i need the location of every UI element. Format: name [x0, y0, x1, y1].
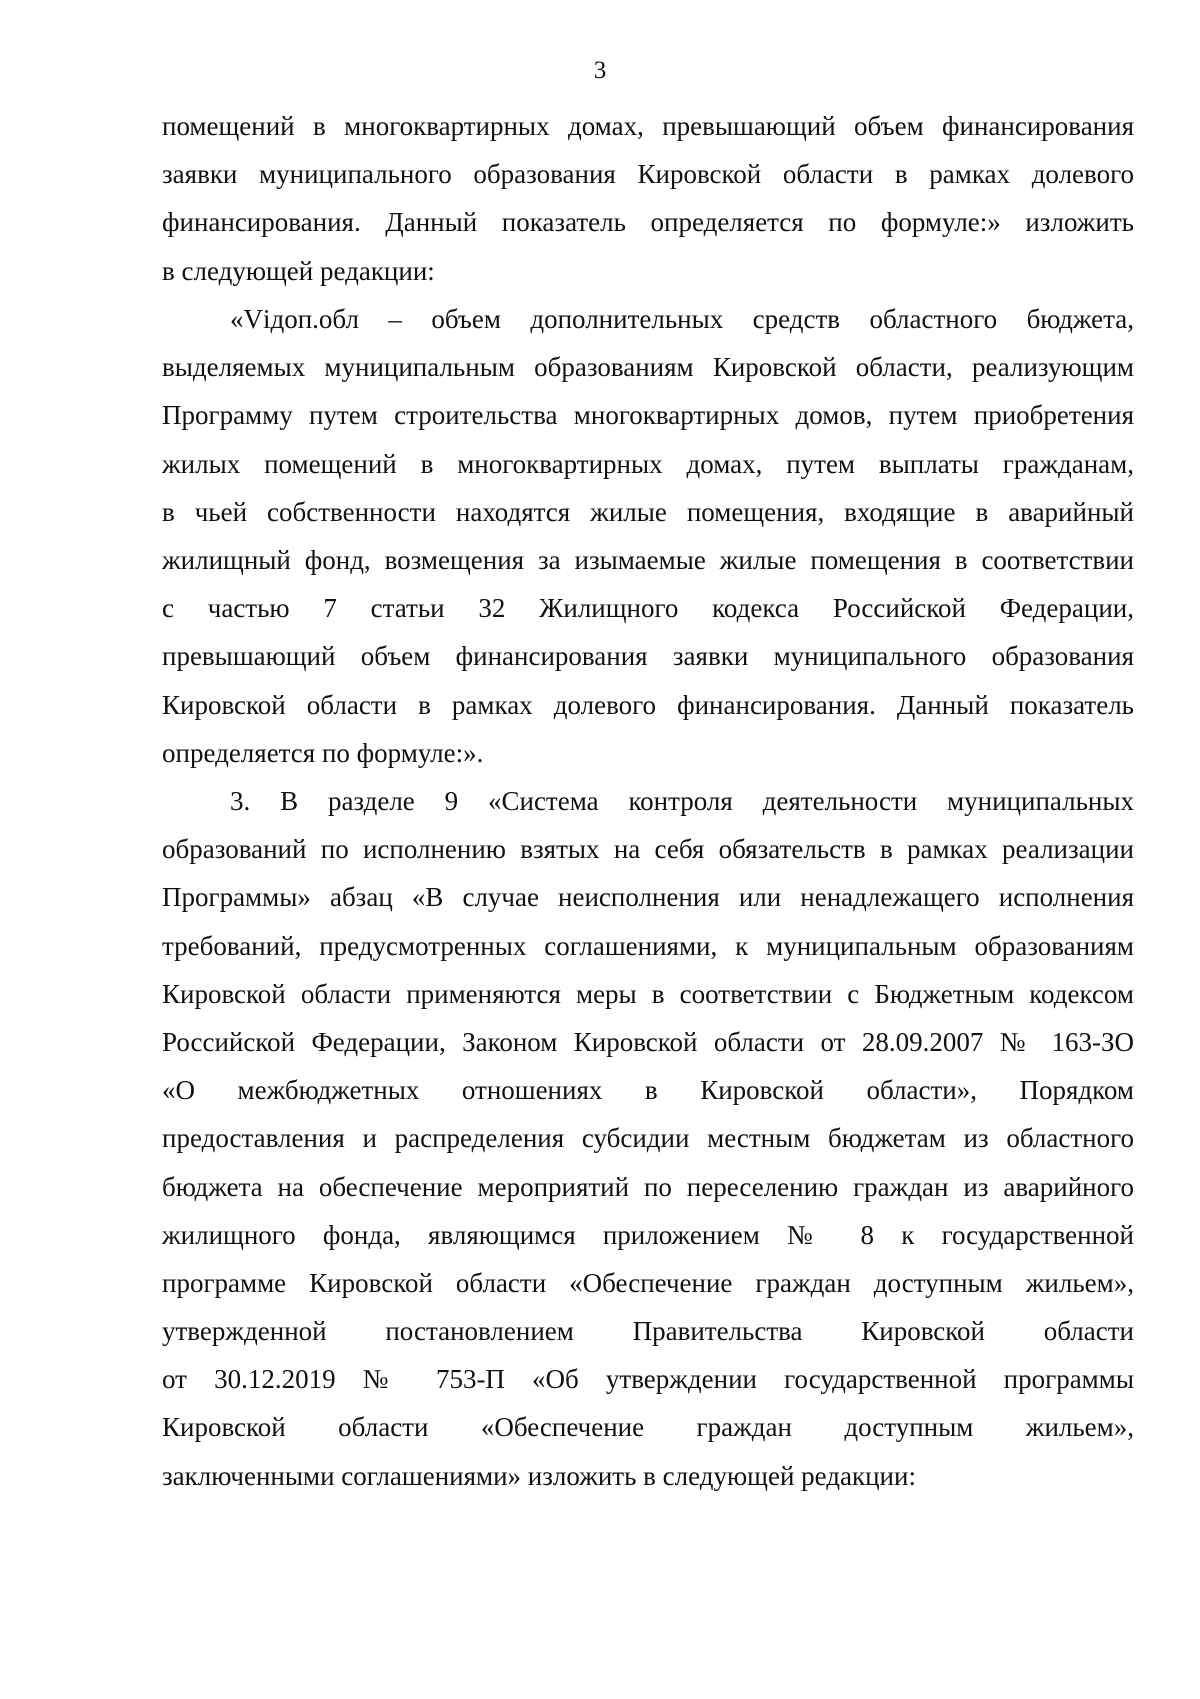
text-line: предоставления и распределения субсидии местным бюджетам из областного: [162, 1123, 1134, 1154]
text-line: Кировской области «Обеспечение граждан доступным жильем»,: [162, 1412, 1134, 1443]
text-line: финансирования. Данный показатель определяется по формуле:» изложить: [162, 207, 1134, 238]
page-number: 3: [593, 57, 607, 84]
text-line: утвержденной постановлением Правительства Кировской области: [162, 1316, 1134, 1347]
text-line: заявки муниципального образования Кировской области в рамках долевого: [162, 159, 1134, 190]
text-line: 3. В разделе 9 «Система контроля деятельности муниципальных: [230, 786, 1134, 816]
text-line: «Vідоп.обл – объем дополнительных средств областного бюджета,: [230, 304, 1134, 334]
text-line: Программы» абзац «В случае неисполнения или ненадлежащего исполнения: [162, 882, 1134, 913]
text-line: Программу путем строительства многоквартирных домов, путем приобретения: [162, 400, 1134, 431]
paragraph-continuation: [162, 102, 1134, 295]
text-line: программе Кировской области «Обеспечение граждан доступным жильем»,: [162, 1267, 1134, 1298]
text-line: от 30.12.2019 № 753-П «Об утверждении государственной программы: [162, 1364, 1134, 1395]
text-line: выделяемых муниципальным образованиям Кировской области, реализующим: [162, 352, 1134, 383]
paragraph-quoted-definition: [162, 295, 1134, 777]
paragraph-item-3: [162, 777, 1134, 1500]
text-line: требований, предусмотренных соглашениями, к муниципальным образованиям: [162, 930, 1134, 961]
text-line: «О межбюджетных отношениях в Кировской области», Порядком: [162, 1075, 1134, 1106]
text-line: Российской Федерации, Законом Кировской области от 28.09.2007 № 163-ЗО: [162, 1026, 1134, 1057]
text-line: с частью 7 статьи 32 Жилищного кодекса Российской Федерации,: [162, 593, 1134, 624]
text-line: жилищный фонд, возмещения за изымаемые жилые помещения в соответствии: [162, 544, 1134, 575]
text-line: превышающий объем финансирования заявки муниципального образования: [162, 641, 1134, 672]
text-line: помещений в многоквартирных домах, превышающий объем финансирования: [162, 111, 1134, 141]
text-line: определяется по формуле:».: [162, 737, 484, 768]
text-line: жилых помещений в многоквартирных домах, путем выплаты гражданам,: [162, 448, 1134, 479]
text-line: в чьей собственности находятся жилые помещения, входящие в аварийный: [162, 496, 1134, 527]
text-line: образований по исполнению взятых на себя обязательств в рамках реализации: [162, 834, 1134, 865]
text-line: в следующей редакции:: [162, 255, 435, 286]
text-line: Кировской области применяются меры в соответствии с Бюджетным кодексом: [162, 978, 1134, 1009]
text-line: заключенными соглашениями» изложить в следующей редакции:: [162, 1460, 916, 1491]
text-line: Кировской области в рамках долевого финансирования. Данный показатель: [162, 689, 1134, 720]
text-line: жилищного фонда, являющимся приложением № 8 к государственной: [162, 1219, 1134, 1250]
text-line: бюджета на обеспечение мероприятий по переселению граждан из аварийного: [162, 1171, 1134, 1202]
